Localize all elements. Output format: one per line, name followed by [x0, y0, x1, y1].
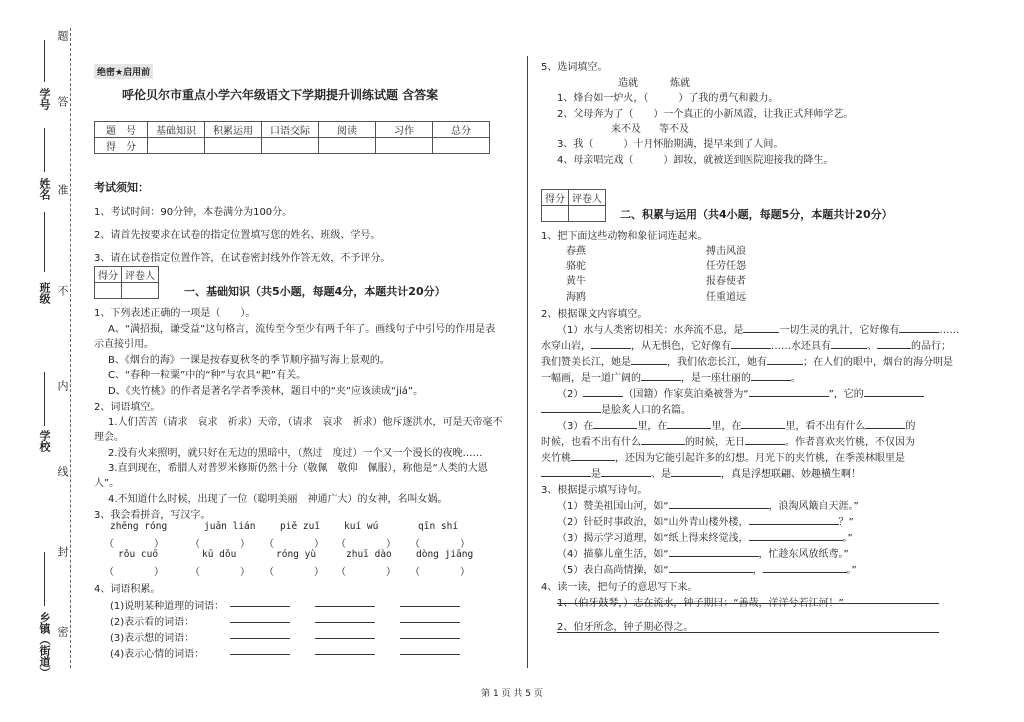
pinyin-answer-box[interactable]: （ ）: [104, 539, 164, 550]
q5-option: 来不及: [611, 124, 641, 135]
notice-item: 2、请首先按要求在试卷的指定位置填写您的姓名、班级、学号。: [94, 230, 381, 241]
scorer-score-label: 得分: [95, 267, 122, 283]
scorer-score-label: 得分: [542, 190, 569, 206]
match-right-item: 任劳任怨: [706, 261, 746, 272]
s2q2-p1-line1: （1）水与人类密切相关：水奔流不息，是 一切生灵的乳汁，它好像有 ……: [557, 325, 960, 336]
s1q4-item: (2)表示看的词语：: [110, 617, 195, 628]
match-left-item: 黄牛: [566, 276, 586, 287]
q5-line: 4、母亲唱完戏（ ）卸妆，就被送到医院迎接我的降生。: [557, 155, 834, 166]
margin-feng: 封: [56, 546, 69, 557]
s2q3-stem: 3、根据提示填写诗句。: [541, 485, 648, 496]
scorer-reviewer-cell[interactable]: [122, 283, 159, 299]
margin-nei: 内: [56, 380, 69, 391]
score-table-header: 阅读: [319, 122, 376, 138]
q5-option: 造就: [618, 78, 638, 89]
pinyin-answer-box[interactable]: （ ）: [336, 567, 396, 578]
score-cell[interactable]: [148, 138, 205, 154]
xuexiao-fill-line: [44, 372, 45, 426]
poem-item: （5）表白高尚情操，如“ ， 。”: [557, 565, 857, 576]
s1q4-item: (4)表示心情的词语：: [110, 649, 205, 660]
section1-title: 一、基础知识（共5小题，每题4分，本题共计20分）: [184, 285, 446, 298]
pinyin-answer-box[interactable]: （ ）: [264, 567, 324, 578]
answer-blank[interactable]: [400, 654, 460, 655]
s2q2-p2-line2: 是脍炙人口的名篇。: [541, 401, 691, 416]
s2q2-p3-line1: （3）在 里，在 里，在 里，看不出有什么 的: [557, 421, 916, 432]
margin-zhun: 准: [56, 184, 69, 195]
scorer-reviewer-label: 评卷人: [569, 190, 606, 206]
q5-line: 2、父母奔为了（ ）一个真正的小新凤霞，让我正式拜师学艺。: [557, 109, 854, 120]
answer-blank[interactable]: [230, 638, 290, 639]
match-left-item: 骆驼: [566, 261, 586, 272]
score-table-header: 习作: [376, 122, 433, 138]
s2q4-sentence: 2、伯牙所念，钟子期必得之。: [557, 622, 694, 633]
s1q1-option-a-cont: 示直接引用。: [94, 339, 154, 350]
margin-mi: 密: [56, 626, 69, 637]
pinyin-label: rǒu cuō: [118, 549, 159, 560]
s2q2-p1-line2: 水穿山岩， ，从无惧色，它好像有 ……水还具有 、 的品行；: [541, 341, 951, 352]
pinyin-label: juān lián: [204, 521, 256, 532]
document-title: 呼伦贝尔市重点小学六年级语文下学期提升训练试题 含答案: [122, 88, 439, 102]
match-right-item: 任重道远: [706, 292, 746, 303]
pinyin-answer-box[interactable]: （ ）: [336, 539, 396, 550]
scorer-box-section1: [94, 266, 159, 299]
q5-line: 3、我（ ）十月怀胎期满，提早来到了人间。: [557, 139, 784, 150]
margin-xuexiao: 学校: [38, 430, 51, 452]
xingming-fill-line: [44, 128, 45, 172]
pinyin-answer-box[interactable]: （ ）: [410, 567, 470, 578]
s1q4-item: (3)表示想的词语：: [110, 633, 195, 644]
banji-fill-line: [44, 212, 45, 272]
margin-da: 答: [56, 96, 69, 107]
s2q2-p1-line3: 我们赞美长江，她是 ，我们依恋长江，她有 ；在人们的眼中，烟台的海分明是: [541, 357, 953, 368]
scorer-box-section2: [541, 189, 606, 222]
pinyin-answer-box[interactable]: （ ）: [104, 567, 164, 578]
score-cell[interactable]: [376, 138, 433, 154]
answer-blank[interactable]: [315, 654, 375, 655]
s1q1-option-c: C、“春种一粒粟”中的“种”与农具“耙”有关。: [108, 370, 307, 381]
xuehao-fill-line: [44, 40, 45, 82]
poem-item: （2）针砭时事政治，如“山外青山楼外楼， ？”: [557, 517, 854, 528]
s1q1-option-a: A、“满招损，谦受益”这句格言，流传至今至少有两千年了。画线句子中引号的作用是表: [108, 324, 496, 335]
column-divider: [527, 56, 528, 668]
s2q2-p3-line2: 时候，也看不出有什么 的时候，无日 。作者喜欢夹竹桃，不仅因为: [541, 437, 915, 448]
s1q1-option-d: D、《夹竹桃》的作者是著名学者季羡林，题目中的“夹”应该读成“jiá”。: [108, 386, 424, 397]
score-cell[interactable]: [433, 138, 490, 154]
pinyin-label: zhuī dào: [346, 549, 392, 560]
answer-blank[interactable]: [315, 622, 375, 623]
pinyin-label: kuí wú: [344, 521, 379, 532]
pinyin-label: piě zuǐ: [280, 521, 321, 532]
match-right-item: 报春使者: [706, 276, 746, 287]
score-table-header: 口语交际: [262, 122, 319, 138]
scorer-reviewer-cell[interactable]: [569, 206, 606, 222]
answer-blank[interactable]: [400, 622, 460, 623]
match-left-item: 海鸥: [566, 292, 586, 303]
s2q2-p3-line4: 是 、是 ，真是浮想联翩、妙趣横生啊！: [541, 465, 861, 480]
notice-item: 3、请在试卷指定位置作答，在试卷密封线外作答无效，不予评分。: [94, 253, 391, 264]
poem-item: （1）赞美祖国山河，如“ ，浪淘风簸自天涯。”: [557, 501, 859, 512]
answer-blank[interactable]: [400, 606, 460, 607]
margin-banji: 班级: [38, 282, 51, 304]
s1q4-item: (1)说明某种道理的词语：: [110, 601, 225, 612]
score-cell[interactable]: [205, 138, 262, 154]
pinyin-label: qīn shí: [418, 521, 459, 532]
q5-line: 1、烽台如一炉火，（ ）了我的勇气和毅力。: [557, 93, 779, 104]
s1q2-line: 1.人们苦苦（请求 哀求 祈求）天帝，（请求 哀求 祈求）他斥逐洪水，可是天帝毫不: [108, 417, 503, 428]
secret-label: 绝密★启用前: [94, 64, 153, 79]
s2q1-stem: 1、把下面这些动物和象征词连起来。: [541, 231, 708, 242]
answer-blank[interactable]: [230, 654, 290, 655]
s1q4-stem: 4、词语积累。: [94, 584, 161, 595]
score-row-label: 得 分: [95, 138, 148, 154]
poem-item: （4）描摹儿童生活，如“ ，忙趁东风放纸鸢。”: [557, 549, 849, 560]
margin-xian: 线: [56, 466, 69, 477]
match-right-item: 搏击风浪: [706, 246, 746, 257]
score-table-header: 积累运用: [205, 122, 262, 138]
score-table-header: 总分: [433, 122, 490, 138]
s1q2-line: 3.直到现在，希腊人对普罗米修斯仍然十分（敬佩 敬仰 佩服），称他是“人类的大恩: [108, 463, 488, 474]
notice-heading: 考试须知：: [94, 181, 149, 194]
s2q2-p3-line3: 夹竹桃 ，还因为它能引起许多的幻想。月光下的夹竹桃，在季羡林眼里是: [541, 453, 905, 464]
s1q2-line: 4.不知道什么时候，出现了一位（聪明美丽 神通广大）的女神，名叫女娲。: [108, 494, 448, 505]
scorer-reviewer-label: 评卷人: [122, 267, 159, 283]
scorer-score-cell[interactable]: [95, 283, 122, 299]
answer-blank[interactable]: [230, 622, 290, 623]
binding-dashed-line: [70, 28, 71, 668]
pinyin-label: róng yù: [276, 549, 317, 560]
answer-blank[interactable]: [400, 638, 460, 639]
xiangzhen-fill-line: [44, 552, 45, 606]
score-cell[interactable]: [262, 138, 319, 154]
margin-bu: 不: [56, 285, 69, 296]
pinyin-answer-box[interactable]: （ ）: [190, 539, 250, 550]
match-left-item: 春燕: [566, 246, 586, 257]
margin-xiangzhen: 乡镇（街道）: [38, 612, 51, 678]
margin-xuehao: 学号: [38, 88, 51, 110]
score-table-header: 题 号: [95, 122, 148, 138]
answer-line[interactable]: [557, 603, 939, 604]
margin-xingming: 姓名: [38, 178, 51, 200]
score-cell[interactable]: [319, 138, 376, 154]
scorer-score-cell[interactable]: [542, 206, 569, 222]
s1q1-stem: 1、下列表述正确的一项是（ ）。: [94, 308, 256, 319]
q5-stem: 5、选词填空。: [541, 62, 608, 73]
score-table: [94, 121, 490, 154]
s2q2-stem: 2、根据课文内容填空。: [541, 309, 648, 320]
s2q4-stem: 4、读一读，把句子的意思写下来。: [541, 582, 698, 593]
pinyin-label: zhēng róng: [110, 521, 168, 532]
answer-line[interactable]: [557, 632, 939, 633]
notice-item: 1、考试时间：90分钟，本卷满分为100分。: [94, 207, 293, 218]
section2-title: 二、积累与运用（共4小题，每题5分，本题共计20分）: [620, 208, 893, 221]
s2q2-p2-line1: （2） （国籍）作家莫泊桑被誉为“ ”，它的: [557, 385, 924, 400]
s1q3-stem: 3、我会看拼音，写汉字。: [94, 510, 211, 521]
s2q4-sentence: 1、（伯牙鼓琴，）志在流水，钟子期曰：“善哉，洋洋兮若江河！”: [557, 598, 844, 609]
s1q1-option-b: B、《烟台的海》一课是按春夏秋冬的季节顺序描写海上景观的。: [108, 355, 390, 366]
answer-blank[interactable]: [315, 638, 375, 639]
pinyin-label: kū dǒu: [202, 549, 237, 560]
q5-option: 等不及: [659, 124, 689, 135]
score-table-header: 基础知识: [148, 122, 205, 138]
q5-option: 炼就: [670, 78, 690, 89]
margin-ti: 题: [56, 30, 69, 41]
page-footer: 第 1 页 共 5 页: [481, 689, 543, 699]
pinyin-label: dòng jiāng: [416, 549, 474, 560]
pinyin-answer-box[interactable]: （ ）: [264, 539, 324, 550]
s1q2-line: 2.没有火来照明，就只好在无边的黑暗中，（熬过 度过）一个又一个漫长的夜晚……: [108, 448, 483, 459]
pinyin-answer-box[interactable]: （ ）: [190, 567, 250, 578]
pinyin-answer-box[interactable]: （ ）: [410, 539, 470, 550]
poem-item: （3）揭示学习道理，如“纸上得来终觉浅， 。”: [557, 533, 853, 544]
s2q2-p1-line4: 一幅画，是一道广阔的 ，是一座壮丽的 。: [541, 373, 801, 384]
answer-blank[interactable]: [230, 606, 290, 607]
answer-blank[interactable]: [315, 606, 375, 607]
s1q2-line: 人”。: [94, 478, 120, 489]
s1q2-stem: 2、词语填空。: [94, 402, 161, 413]
s1q2-line: 理会。: [94, 432, 124, 443]
